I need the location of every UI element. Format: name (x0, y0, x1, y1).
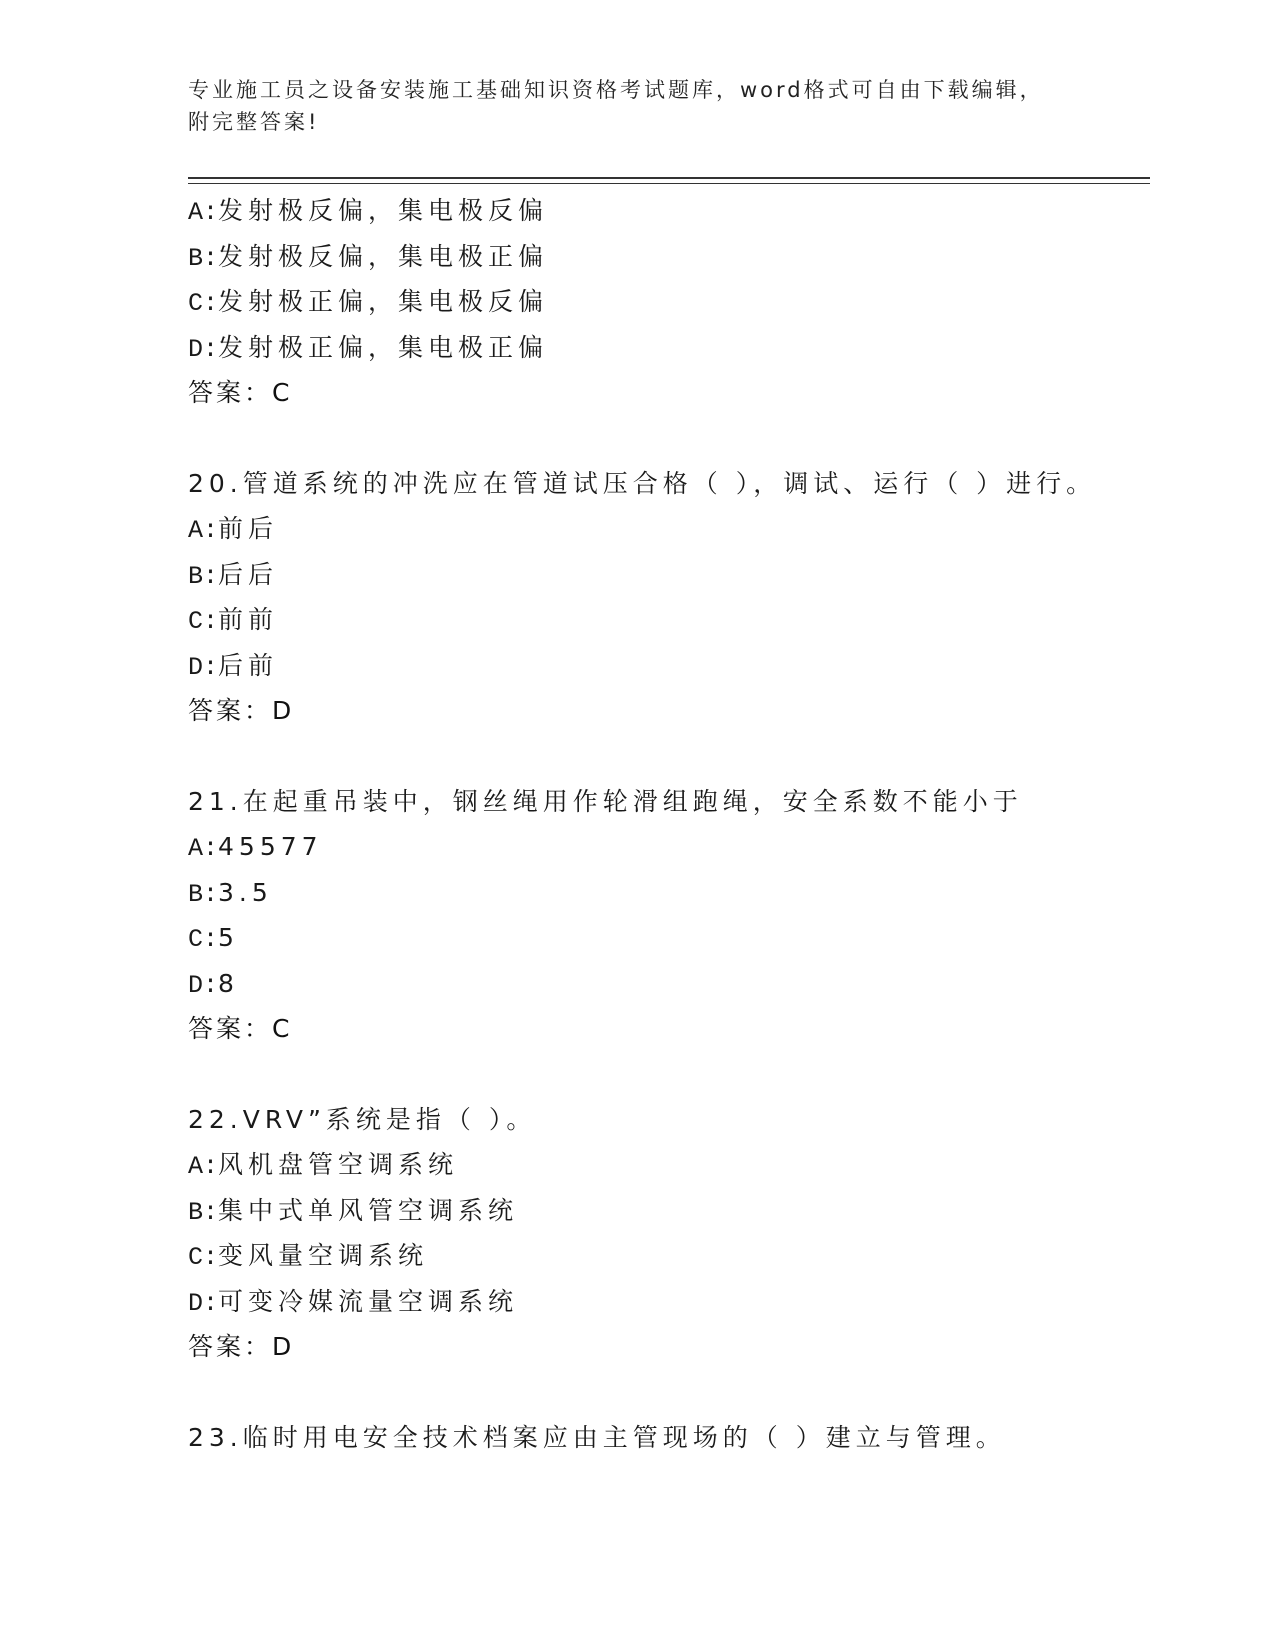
question-block (188, 1415, 1148, 1461)
option-a: A:45577 (188, 832, 323, 863)
option-d: D:发射极正偏，集电极正偏 (188, 332, 549, 364)
question-block (188, 779, 1148, 1052)
option-b: B:3.5 (188, 877, 273, 909)
option-c: C:前前 (188, 605, 279, 636)
option-d: D:可变冷媒流量空调系统 (188, 1286, 519, 1318)
option-a: A:发射极反偏，集电极反偏 (188, 196, 549, 227)
question-stem: 20.管道系统的冲洗应在管道试压合格（ ），调试、运行（ ）进行。 (188, 468, 1097, 498)
question-stem: 23.临时用电安全技术档案应由主管现场的（ ）建立与管理。 (188, 1422, 1006, 1452)
question-block (188, 461, 1148, 734)
question-list (188, 188, 1148, 1460)
header-divider-thin (188, 183, 1150, 184)
option-c: C:变风量空调系统 (188, 1241, 429, 1272)
option-b: B:集中式单风管空调系统 (188, 1195, 519, 1227)
header-line-2: 附完整答案! (188, 110, 320, 134)
question-block (188, 188, 1148, 416)
header-line-1: 专业施工员之设备安装施工基础知识资格考试题库，word格式可自由下载编辑， (188, 78, 1044, 102)
option-c: C:5 (188, 923, 239, 954)
answer-line: 答案：C (188, 378, 293, 407)
option-b: B:后后 (188, 559, 279, 591)
document-header (188, 74, 1088, 138)
header-divider-thick (188, 177, 1150, 179)
question-stem: 21.在起重吊装中，钢丝绳用作轮滑组跑绳，安全系数不能小于 (188, 786, 1023, 816)
question-stem: 22.VRV”系统是指（ ）。 (188, 1104, 537, 1134)
option-c: C:发射极正偏，集电极反偏 (188, 287, 549, 318)
option-a: A:风机盘管空调系统 (188, 1150, 459, 1181)
answer-line: 答案：C (188, 1014, 293, 1043)
answer-line: 答案：D (188, 1332, 295, 1361)
option-b: B:发射极反偏，集电极正偏 (188, 241, 549, 273)
question-block (188, 1097, 1148, 1370)
option-a: A:前后 (188, 514, 279, 545)
option-d: D:8 (188, 968, 239, 1000)
answer-line: 答案：D (188, 696, 295, 725)
option-d: D:后前 (188, 650, 279, 682)
